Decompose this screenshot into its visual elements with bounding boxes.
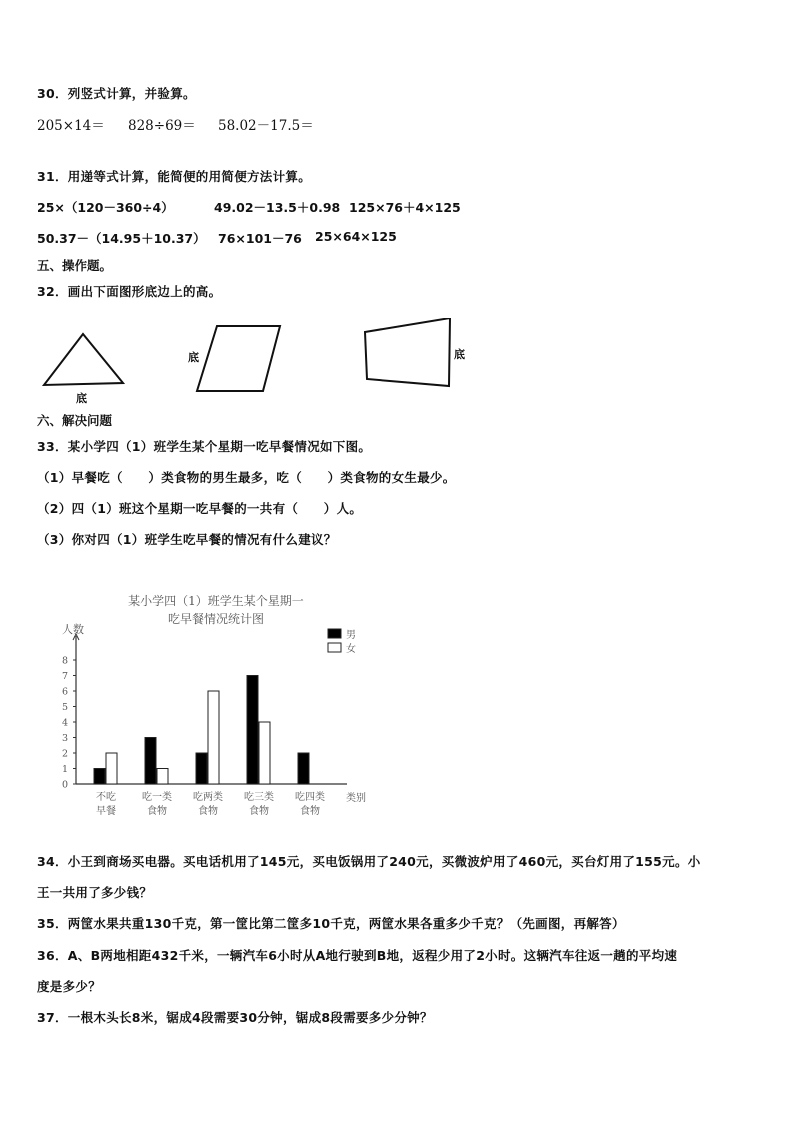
q33-sub-3: （3）你对四（1）班学生吃早餐的情况有什么建议？ <box>37 532 337 547</box>
q36-line-1: 36．A、B两地相距432千米，一辆汽车6小时从A地行驶到B地，返程少用了2小时。这辆汽车往返一趟的平均速 <box>37 948 678 963</box>
q34-line-1: 34．小王到商场买电器。买电话机用了145元，买电饭锅用了240元，买微波炉用了460元，买台灯用了155元。小 <box>37 854 701 869</box>
q31-expr-3: 125×76＋4×125 <box>349 200 461 215</box>
chart-title-line-1: 某小学四（1）班学生某个星期一 <box>128 594 304 608</box>
chart-y-tick-label: 0 <box>61 779 68 791</box>
section-five-heading: 五、操作题。 <box>37 258 113 273</box>
chart-x-tick-label: 食物 <box>300 806 320 817</box>
chart-bar-female <box>157 769 168 785</box>
q31-expr-2: 49.02－13.5＋0.98 <box>214 200 341 215</box>
trapezoid-shape <box>365 318 450 386</box>
parallelogram-base-label: 底 <box>188 351 199 364</box>
chart-y-tick-label: 5 <box>61 702 68 713</box>
q33-sub-2: （2）四（1）班这个星期一吃早餐的一共有（ ）人。 <box>37 501 363 516</box>
section-six-heading: 六、解决问题 <box>37 413 113 428</box>
chart-x-axis-label: 类别 <box>346 793 366 804</box>
parallelogram-shape <box>197 326 280 391</box>
chart-y-tick-label: 7 <box>61 671 68 682</box>
chart-bar-female <box>106 753 117 784</box>
chart-legend-swatch <box>328 629 341 638</box>
chart-x-tick-label: 吃两类 <box>193 792 223 803</box>
chart-x-tick-label: 不吃 <box>96 792 116 803</box>
chart-x-tick-label: 吃一类 <box>142 792 172 803</box>
q30-title: 30．列竖式计算，并验算。 <box>37 86 196 101</box>
q31-expr-4: 50.37－（14.95＋10.37） <box>37 231 206 246</box>
q33-sub-1: （1）早餐吃（ ）类食物的男生最多，吃（ ）类食物的女生最少。 <box>37 470 456 485</box>
q36-line-2: 度是多少？ <box>37 979 102 994</box>
q31-title: 31．用递等式计算，能简便的用简便方法计算。 <box>37 169 311 184</box>
trapezoid-base-label: 底 <box>454 348 465 361</box>
chart-legend-label: 女 <box>346 644 356 655</box>
chart-y-tick-label: 8 <box>61 655 68 667</box>
q31-expr-1: 25×（120－360÷4） <box>37 200 174 215</box>
q30-expr-1: 205×14＝ <box>37 118 105 134</box>
chart-x-tick-label: 食物 <box>249 806 269 817</box>
q31-expr-5: 76×101－76 <box>218 231 302 246</box>
chart-bar-male <box>298 753 309 784</box>
q32-title: 32．画出下面图形底边上的高。 <box>37 284 222 299</box>
breakfast-bar-chart <box>56 588 376 828</box>
chart-bar-male <box>196 753 207 784</box>
chart-y-tick-label: 2 <box>61 748 68 760</box>
chart-x-tick-label: 食物 <box>147 806 167 817</box>
q30-expr-3: 58.02－17.5＝ <box>218 118 314 134</box>
chart-y-axis-label: 人数 <box>62 623 84 636</box>
chart-legend-label: 男 <box>346 630 356 641</box>
chart-bar-male <box>145 738 156 785</box>
chart-bar-female <box>259 722 270 784</box>
triangle-shape <box>44 334 123 385</box>
q34-line-2: 王一共用了多少钱？ <box>37 885 153 900</box>
chart-y-tick-label: 4 <box>61 717 68 729</box>
chart-legend-swatch <box>328 643 341 652</box>
triangle-base-label: 底 <box>76 392 87 404</box>
chart-y-tick-label: 6 <box>61 686 68 698</box>
q33-title: 33．某小学四（1）班学生某个星期一吃早餐情况如下图。 <box>37 439 372 454</box>
chart-x-tick-label: 吃四类 <box>295 792 325 803</box>
q37-text: 37．一根木头长8米，锯成4段需要30分钟，锯成8段需要多少分钟？ <box>37 1010 433 1025</box>
q32-shapes <box>30 318 490 404</box>
q35-text: 35．两筐水果共重130千克，第一筐比第二筐多10千克，两筐水果各重多少千克？（先画图，再解答） <box>37 916 625 931</box>
chart-y-tick-label: 3 <box>61 733 68 744</box>
chart-x-tick-label: 食物 <box>198 806 218 817</box>
chart-x-tick-label: 吃三类 <box>244 792 274 803</box>
chart-bar-male <box>247 676 258 785</box>
chart-x-tick-label: 早餐 <box>96 806 116 817</box>
chart-title-line-2: 吃早餐情况统计图 <box>167 612 265 626</box>
chart-bar-male <box>94 769 105 785</box>
chart-y-tick-label: 1 <box>61 764 68 775</box>
q30-expr-2: 828÷69＝ <box>128 118 196 134</box>
chart-bar-female <box>208 691 219 784</box>
q31-expr-6: 25×64×125 <box>315 229 397 244</box>
